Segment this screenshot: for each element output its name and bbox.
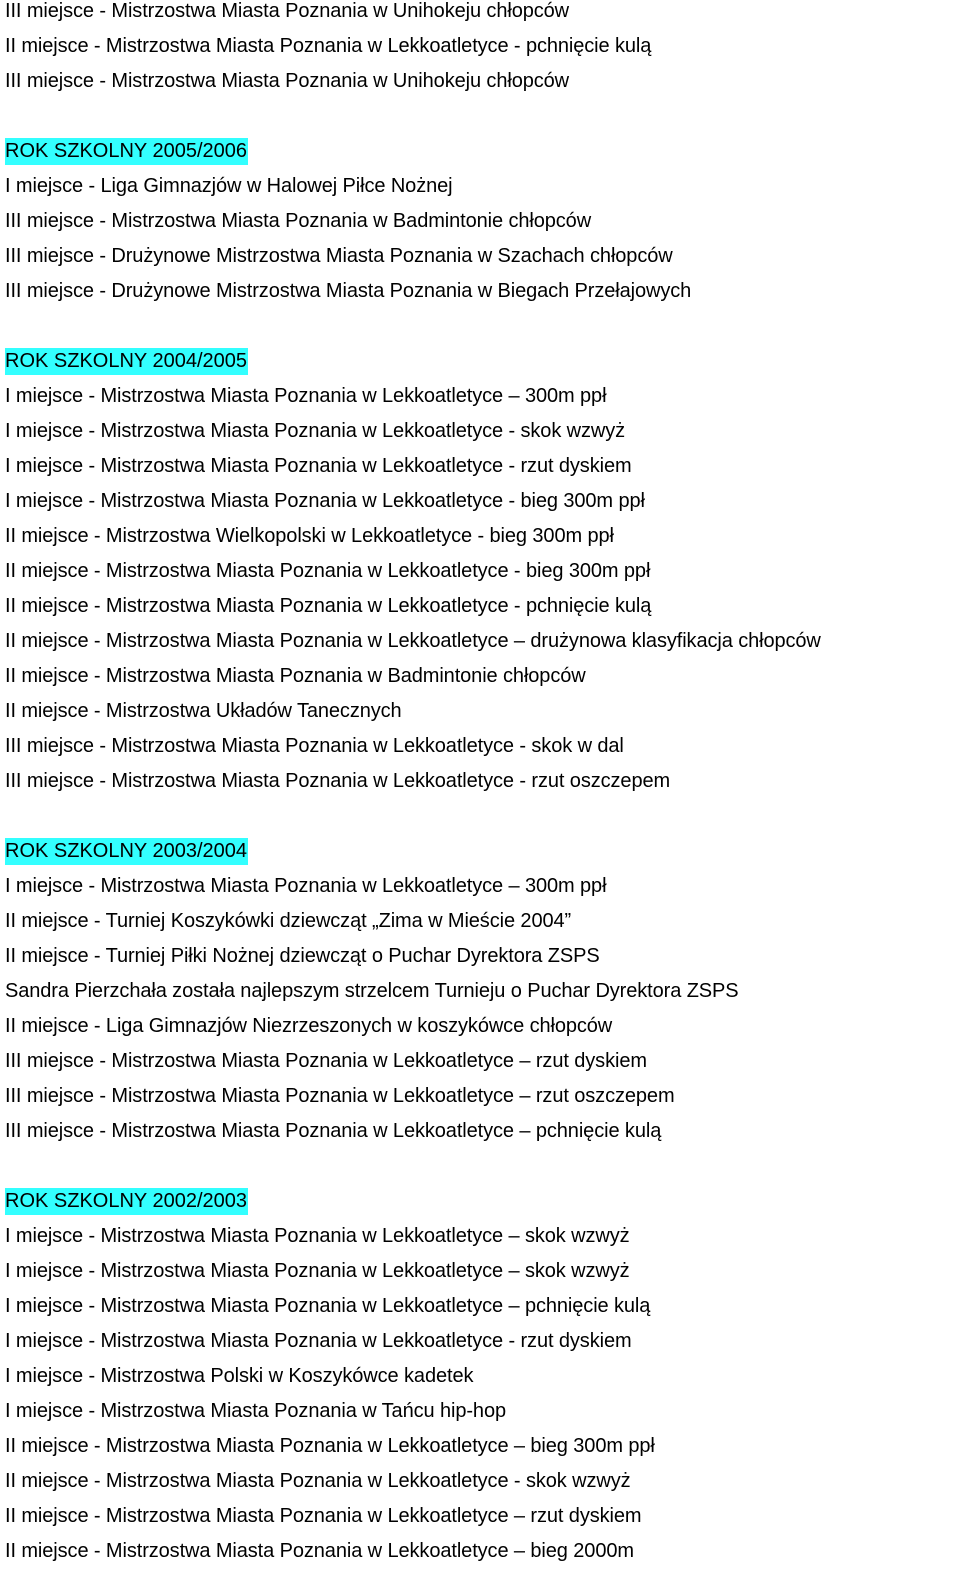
section-heading-highlight: ROK SZKOLNY 2004/2005 [5,348,248,375]
result-line: I miejsce - Mistrzostwa Miasta Poznania w Lekkoatletyce - rzut dyskiem [5,455,632,477]
result-line: III miejsce - Mistrzostwa Miasta Poznania w Lekkoatletyce - skok w dal [5,735,624,757]
result-line: I miejsce - Mistrzostwa Polski w Koszykówce kadetek [5,1365,474,1387]
result-line: II miejsce - Mistrzostwa Miasta Poznania w Lekkoatletyce – rzut dyskiem [5,1505,642,1527]
result-line: II miejsce - Mistrzostwa Miasta Poznania w Lekkoatletyce - bieg 300m ppł [5,560,651,582]
result-line: II miejsce - Mistrzostwa Miasta Poznania w Lekkoatletyce - pchnięcie kulą [5,35,652,57]
result-line: III miejsce - Mistrzostwa Miasta Poznania w Badmintonie chłopców [5,210,592,232]
result-line: I miejsce - Mistrzostwa Miasta Poznania w Lekkoatletyce – 300m ppł [5,385,607,407]
section-heading-highlight: ROK SZKOLNY 2005/2006 [5,138,248,165]
spacer [5,1154,960,1189]
section-heading [5,349,960,384]
result-line: I miejsce - Mistrzostwa Miasta Poznania w Lekkoatletyce – skok wzwyż [5,1260,630,1282]
result-line: II miejsce - Mistrzostwa Miasta Poznania w Lekkoatletyce – bieg 300m ppł [5,1435,655,1457]
result-line: III miejsce - Mistrzostwa Miasta Poznania w Lekkoatletyce – rzut dyskiem [5,1050,647,1072]
result-line: II miejsce - Mistrzostwa Miasta Poznania w Lekkoatletyce - skok wzwyż [5,1470,631,1492]
result-line: II miejsce - Turniej Koszykówki dziewcząt „Zima w Mieście 2004” [5,910,572,932]
section-2003-2004 [5,839,960,1154]
section-heading-highlight: ROK SZKOLNY 2003/2004 [5,838,248,865]
spacer [5,104,960,139]
result-line: I miejsce - Mistrzostwa Miasta Poznania w Lekkoatletyce - skok wzwyż [5,420,626,442]
spacer [5,804,960,839]
section-2002-2003 [5,1189,960,1574]
spacer [5,314,960,349]
result-line: III miejsce - Mistrzostwa Miasta Poznania w Lekkoatletyce - rzut oszczepem [5,770,671,792]
result-line: I miejsce - Mistrzostwa Miasta Poznania w Lekkoatletyce - rzut dyskiem [5,1330,632,1352]
result-line: I miejsce - Mistrzostwa Miasta Poznania w Tańcu hip-hop [5,1400,507,1422]
result-line: II miejsce - Mistrzostwa Miasta Poznania w Lekkoatletyce – drużynowa klasyfikacja chłopców [5,630,821,652]
section-2004-2005 [5,349,960,804]
result-line: I miejsce - Mistrzostwa Miasta Poznania w Lekkoatletyce – skok wzwyż [5,1225,630,1247]
result-line: I miejsce - Mistrzostwa Miasta Poznania w Lekkoatletyce - bieg 300m ppł [5,490,645,512]
section-heading [5,139,960,174]
result-line: I miejsce - Liga Gimnazjów w Halowej Piłce Nożnej [5,175,453,197]
section-2005-2006 [5,139,960,314]
result-line: II miejsce - Turniej Piłki Nożnej dziewcząt o Puchar Dyrektora ZSPS [5,945,600,967]
result-line: III miejsce - Mistrzostwa Miasta Poznania w Lekkoatletyce – pchnięcie kulą [5,1120,662,1142]
section-heading [5,1189,960,1224]
section-heading [5,839,960,874]
result-line: III miejsce - Mistrzostwa Miasta Poznania w Unihokeju chłopców [5,70,570,92]
result-line: III miejsce - Mistrzostwa Miasta Poznania w Lekkoatletyce – rzut oszczepem [5,1085,675,1107]
result-line: I miejsce - Mistrzostwa Miasta Poznania w Lekkoatletyce – 300m ppł [5,875,607,897]
section-heading-highlight: ROK SZKOLNY 2002/2003 [5,1188,248,1215]
result-line: II miejsce - Mistrzostwa Miasta Poznania w Lekkoatletyce - pchnięcie kulą [5,595,652,617]
result-line: II miejsce - Mistrzostwa Wielkopolski w Lekkoatletyce - bieg 300m ppł [5,525,614,547]
result-line: III miejsce - Drużynowe Mistrzostwa Miasta Poznania w Szachach chłopców [5,245,673,267]
result-line: II miejsce - Mistrzostwa Miasta Poznania w Lekkoatletyce – bieg 2000m [5,1540,634,1562]
results-top-block [5,0,960,104]
result-line: Sandra Pierzchała została najlepszym strzelcem Turnieju o Puchar Dyrektora ZSPS [5,980,739,1002]
result-line: III miejsce - Mistrzostwa Miasta Poznania w Unihokeju chłopców [5,0,570,22]
result-line: III miejsce - Drużynowe Mistrzostwa Miasta Poznania w Biegach Przełajowych [5,280,692,302]
result-line: II miejsce - Mistrzostwa Miasta Poznania w Badmintonie chłopców [5,665,586,687]
result-line: II miejsce - Liga Gimnazjów Niezrzeszonych w koszykówce chłopców [5,1015,613,1037]
result-line: II miejsce - Mistrzostwa Układów Tanecznych [5,700,402,722]
result-line: I miejsce - Mistrzostwa Miasta Poznania w Lekkoatletyce – pchnięcie kulą [5,1295,651,1317]
